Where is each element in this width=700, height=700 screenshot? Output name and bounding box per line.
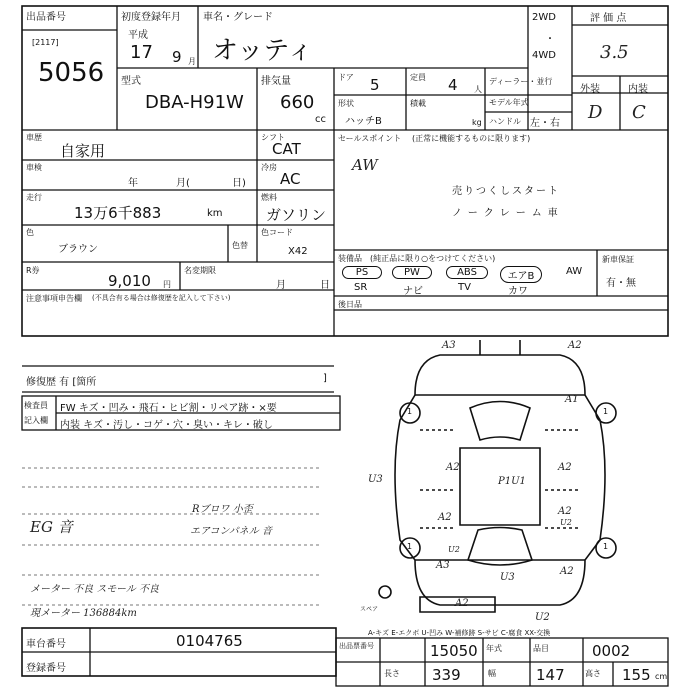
- equipment-leather: カワ: [508, 286, 528, 297]
- sales-point-label: セールスポイント: [338, 134, 402, 143]
- dmg-label: U2: [448, 545, 460, 554]
- equipment-note: (純正品に限り○をつけてください): [370, 254, 496, 263]
- capacity-value: 4: [448, 76, 458, 94]
- first-reg-month-unit: 月: [188, 57, 196, 66]
- drive-2wd: 2WD: [532, 12, 556, 23]
- car-name-value: オッティ: [212, 36, 314, 66]
- note-r-top: Rブロワ 小歪: [192, 504, 253, 515]
- color-label: 色: [26, 228, 34, 237]
- inspector-label-2: 記入欄: [24, 416, 48, 425]
- wheel-mark: 1: [603, 542, 609, 551]
- load-label: 積載: [410, 99, 426, 108]
- width-value: 147: [536, 666, 565, 684]
- model-value: DBA-H91W: [145, 92, 244, 113]
- load-unit: kg: [472, 118, 482, 127]
- body-shape-label: 形状: [338, 99, 354, 108]
- color-value: ブラウン: [58, 244, 98, 255]
- capacity-unit: 人: [474, 85, 482, 94]
- handle-label: ハンドル: [489, 117, 521, 126]
- wheel-mark: 1: [603, 407, 609, 416]
- lot-number: 5056: [38, 58, 105, 88]
- model-label: 型式: [121, 76, 141, 87]
- car-name-label: 車名・グレード: [203, 12, 273, 23]
- first-reg-month: 9: [172, 48, 182, 66]
- cooler-value: AC: [280, 170, 301, 188]
- usage-label: 車歴: [26, 133, 42, 142]
- usage-value: 自家用: [60, 142, 106, 160]
- shift-label: シフト: [261, 133, 285, 142]
- dmg-label: A1: [565, 394, 579, 405]
- dmg-label: A2: [446, 462, 460, 473]
- dmg-label: U3: [368, 474, 383, 485]
- length-value: 339: [432, 666, 461, 684]
- height-label: 高さ: [585, 669, 601, 678]
- mileage-unit: km: [207, 208, 223, 219]
- reg-no-label: 登録番号: [26, 663, 66, 674]
- note-mileage: 現メーター 136884km: [30, 608, 137, 619]
- displacement-label: 排気量: [261, 76, 291, 87]
- color-code-label: 色コード: [261, 228, 293, 237]
- vehicle-no-label: 車台番号: [26, 639, 66, 650]
- vehicle-no-value: 0104765: [176, 632, 243, 650]
- notes-label: 注意事項申告欄: [26, 294, 82, 303]
- drive-4wd: 4WD: [532, 50, 556, 61]
- displacement-unit: cc: [315, 114, 326, 125]
- body-shape-value: ハッチB: [345, 116, 382, 127]
- after-fit-label: 後日品: [338, 300, 362, 309]
- notes-note: (不具合有る場合は修復歴を記入して下さい): [92, 294, 231, 302]
- dmg-label: A3: [442, 340, 456, 351]
- mileage-value: 13万6千883: [74, 204, 162, 222]
- sign-value: 15050: [430, 642, 478, 660]
- equipment-tv: TV: [458, 282, 471, 293]
- equipment-navi: ナビ: [403, 286, 423, 297]
- equipment-aw: AW: [566, 266, 583, 277]
- wheel-mark: 1: [407, 407, 413, 416]
- inspection-label: 車検: [26, 163, 42, 172]
- equipment-abs: ABS: [446, 266, 488, 279]
- dmg-label: U2: [535, 612, 550, 623]
- name-change-month: 月: [276, 280, 286, 291]
- displacement-value: 660: [280, 92, 315, 113]
- equipment-sr: SR: [354, 282, 368, 293]
- height-value: 155: [622, 666, 651, 684]
- doors-value: 5: [370, 76, 380, 94]
- sign-label: 出品票番号: [339, 642, 374, 650]
- first-reg-label: 初度登録年月: [121, 12, 181, 23]
- sales-point-note: (正常に機能するものに限ります): [412, 134, 531, 143]
- item-value: 0002: [592, 642, 631, 660]
- wheel-mark: 1: [407, 542, 413, 551]
- inspector-label-1: 検査員: [24, 401, 48, 410]
- item-label: 品目: [533, 644, 549, 653]
- lot-code: [2117]: [32, 38, 59, 47]
- dealer-label: ディーラー・並行: [489, 77, 553, 86]
- equipment-airbag: エアB: [500, 266, 542, 283]
- shift-value: CAT: [272, 140, 301, 158]
- stamp-line-1: 売りつくしスタート: [452, 186, 560, 197]
- dmg-label: A2: [568, 340, 582, 351]
- repair-label: 修復歴 有 [箇所: [26, 377, 97, 388]
- spare-label: スペア: [360, 606, 379, 613]
- inspection-day: 日): [232, 178, 246, 189]
- fuel-value: ガソリン: [266, 206, 327, 224]
- color-code-value: X42: [288, 246, 308, 257]
- dmg-label: A3: [436, 560, 450, 571]
- doors-label: ドア: [338, 73, 354, 82]
- dmg-label: A2: [560, 566, 574, 577]
- note-aircon: エアコンパネル 音: [190, 526, 272, 537]
- dims-unit: cm: [655, 672, 668, 681]
- length-label: 長さ: [384, 669, 400, 678]
- capacity-label: 定員: [410, 73, 426, 82]
- exterior-label: 外装: [580, 84, 600, 95]
- exterior-grade: D: [588, 102, 603, 123]
- repair-close: ]: [323, 373, 327, 384]
- recycle-unit: 円: [163, 280, 171, 289]
- lot-label: 出品番号: [26, 12, 66, 23]
- width-label: 幅: [488, 669, 496, 678]
- score-value: 3.5: [600, 42, 629, 63]
- dmg-label: A2: [558, 506, 572, 517]
- first-reg-era: 平成: [128, 30, 148, 41]
- name-change-label: 名変期限: [184, 266, 216, 275]
- dmg-label: A2: [438, 512, 452, 523]
- color-change-label: 色替: [232, 241, 248, 250]
- interior-label: 内装: [628, 84, 648, 95]
- equipment-pw: PW: [392, 266, 432, 279]
- recycle-label: R券: [26, 266, 40, 275]
- stamp-line-2: ノークレーム車: [452, 208, 564, 219]
- legend: A-キズ E-エクボ U-凹み W-補修跡 S-サビ C-腐食 XX-交換: [368, 629, 551, 637]
- interior-grade: C: [632, 102, 646, 123]
- first-reg-year: 17: [130, 42, 153, 63]
- note-eg: EG 音: [30, 518, 73, 536]
- score-label: 評 価 点: [590, 13, 627, 24]
- drive-dot: ・: [545, 34, 555, 45]
- inspection-month: 月(: [176, 178, 190, 189]
- inspector-row-1: FW キズ・凹み・飛石・ヒビ割・リペア跡・×要: [60, 403, 277, 414]
- dmg-label: U2: [560, 518, 572, 527]
- equipment-label: 装備品: [338, 254, 362, 263]
- note-meter: メーター 不良 スモール 不良: [30, 584, 159, 595]
- fuel-label: 燃料: [261, 193, 277, 202]
- dmg-label: A2: [455, 598, 469, 609]
- recycle-value: 9,010: [108, 272, 151, 290]
- dmg-label: A2: [558, 462, 572, 473]
- inspector-row-2: 内装 キズ・汚し・コゲ・穴・臭い・キレ・破し: [60, 420, 273, 431]
- name-change-day: 日: [320, 280, 330, 291]
- handle-value: 左・右: [530, 118, 560, 129]
- dmg-label: P1U1: [498, 476, 526, 487]
- warranty-label: 新車保証: [602, 255, 634, 264]
- equipment-ps: PS: [342, 266, 382, 279]
- dmg-label: U3: [500, 572, 515, 583]
- cooler-label: 冷房: [261, 163, 277, 172]
- sales-point-aw: AW: [352, 156, 378, 174]
- year-label: 年式: [486, 644, 502, 653]
- inspection-year: 年: [128, 178, 138, 189]
- warranty-value: 有・無: [606, 278, 636, 289]
- mileage-label: 走行: [26, 193, 42, 202]
- model-year-label: モデル年式: [489, 98, 529, 107]
